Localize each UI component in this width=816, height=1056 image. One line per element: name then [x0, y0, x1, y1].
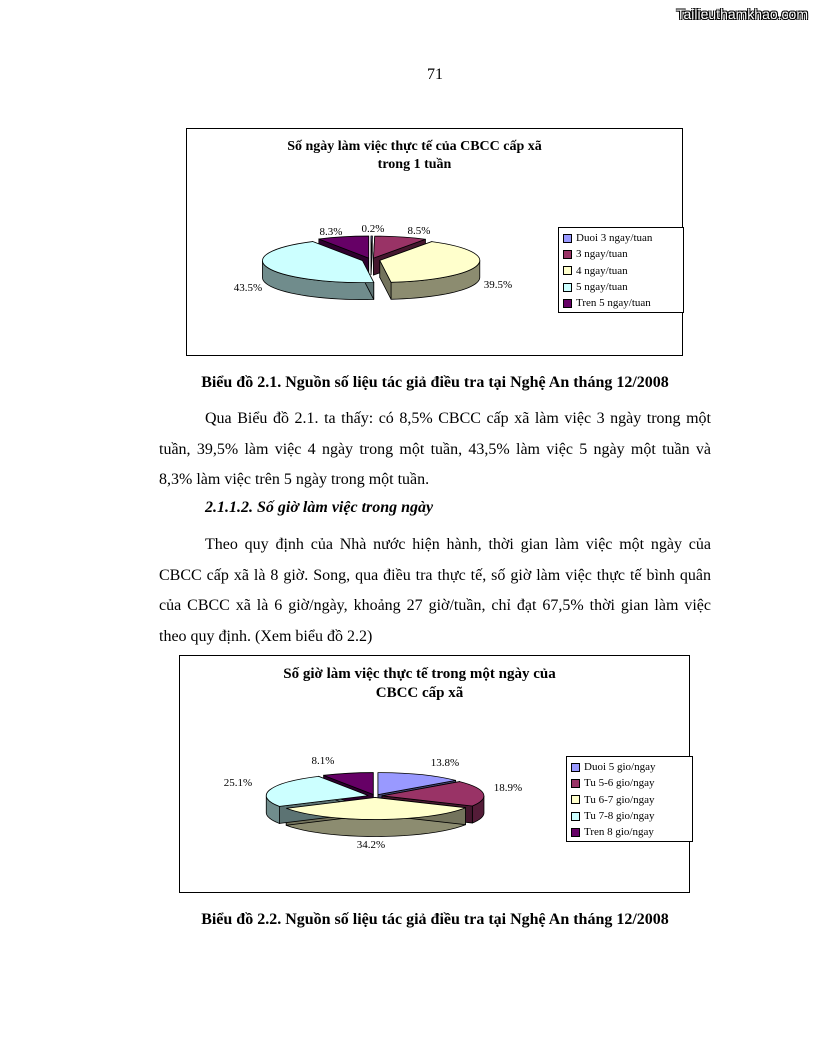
watermark: Tailieuthamkhao.com [676, 6, 808, 22]
legend-label: 4 ngay/tuan [576, 264, 628, 277]
chart-title-line-1: Số giờ làm việc thực tế trong một ngày của [283, 666, 556, 682]
legend-label: Duoi 3 ngay/tuan [576, 232, 653, 244]
chart-title-line-1: Số ngày làm việc thực tế của CBCC cấp xã [287, 139, 542, 154]
data-label-2: 8.5% [407, 225, 431, 237]
legend-swatch [563, 250, 572, 259]
data-label-3: 39.5% [483, 279, 513, 291]
legend-item [563, 230, 679, 246]
data-label-4: 43.5% [233, 282, 263, 294]
paragraph-1: Qua Biểu đồ 2.1. ta thấy: có 8,5% CBCC cấp xã làm việc 3 ngày trong một tuần, 39,5% làm việc 4 ngày trong một tuần, 43,5% làm việc 5 ngày một tuần và 8,3% làm việc trên 5 ngày trong một tuần. [159, 410, 711, 488]
legend-swatch [571, 779, 580, 788]
legend-label: Tren 8 gio/ngay [584, 826, 654, 839]
chart-title-line-2: trong 1 tuần [377, 156, 452, 172]
legend-label: Tu 5-6 gio/ngay [584, 777, 655, 790]
section-heading: 2.1.1.2. Số giờ làm việc trong ngày [205, 499, 434, 516]
legend-item [571, 808, 688, 824]
legend-item [571, 824, 688, 840]
chart-legend [566, 756, 693, 842]
data-label-5: 8.3% [319, 226, 343, 238]
legend-item [563, 295, 679, 311]
figure-caption-1: Biểu đồ 2.1. Nguồn số liệu tác giả điều tra tại Nghệ An tháng 12/2008 [201, 374, 669, 391]
legend-label: 5 ngay/tuan [576, 280, 628, 293]
data-label-3: 34.2% [356, 839, 386, 851]
legend-item [571, 792, 688, 808]
legend-item [563, 279, 679, 295]
figure-caption-2: Biểu đồ 2.2. Nguồn số liệu tác giả điều tra tại Nghệ An tháng 12/2008 [201, 911, 669, 928]
legend-swatch [563, 283, 572, 292]
chart-legend [558, 227, 684, 313]
data-label-4: 25.1% [223, 777, 253, 789]
legend-swatch [563, 266, 572, 275]
legend-item [563, 246, 679, 262]
legend-label: Tu 7-8 gio/ngay [584, 809, 655, 822]
data-label-1: 13.8% [430, 757, 460, 769]
legend-swatch [571, 812, 580, 821]
legend-item [571, 759, 688, 775]
data-label-1: 0.2% [361, 223, 385, 235]
legend-label: 3 ngay/tuan [576, 248, 628, 261]
data-label-2: 18.9% [493, 782, 523, 794]
legend-item [563, 263, 679, 279]
chart-hours-per-day [179, 655, 690, 893]
page-number: 71 [427, 66, 443, 83]
legend-swatch [563, 299, 572, 308]
chart-days-per-week [186, 128, 683, 356]
legend-item [571, 775, 688, 791]
legend-swatch [571, 763, 580, 772]
legend-swatch [571, 795, 580, 804]
legend-label: Tu 6-7 gio/ngay [584, 793, 655, 806]
legend-swatch [571, 828, 580, 837]
legend-label: Tren 5 ngay/tuan [576, 297, 651, 310]
paragraph-2: Theo quy định của Nhà nước hiện hành, thời gian làm việc một ngày của CBCC cấp xã là 8 giờ. Song, qua điều tra thực tế, số giờ làm việc thực tế bình quân của CBCC xã là 6 giờ/ngày, khoảng 27 giờ/tuần, chỉ đạt 67,5% thời gian làm việc theo quy định. (Xem biểu đồ 2.2) [159, 536, 711, 645]
legend-swatch [563, 234, 572, 243]
legend-label: Duoi 5 gio/ngay [584, 761, 656, 773]
chart-title-line-2: CBCC cấp xã [375, 684, 464, 701]
data-label-5: 8.1% [311, 755, 335, 767]
